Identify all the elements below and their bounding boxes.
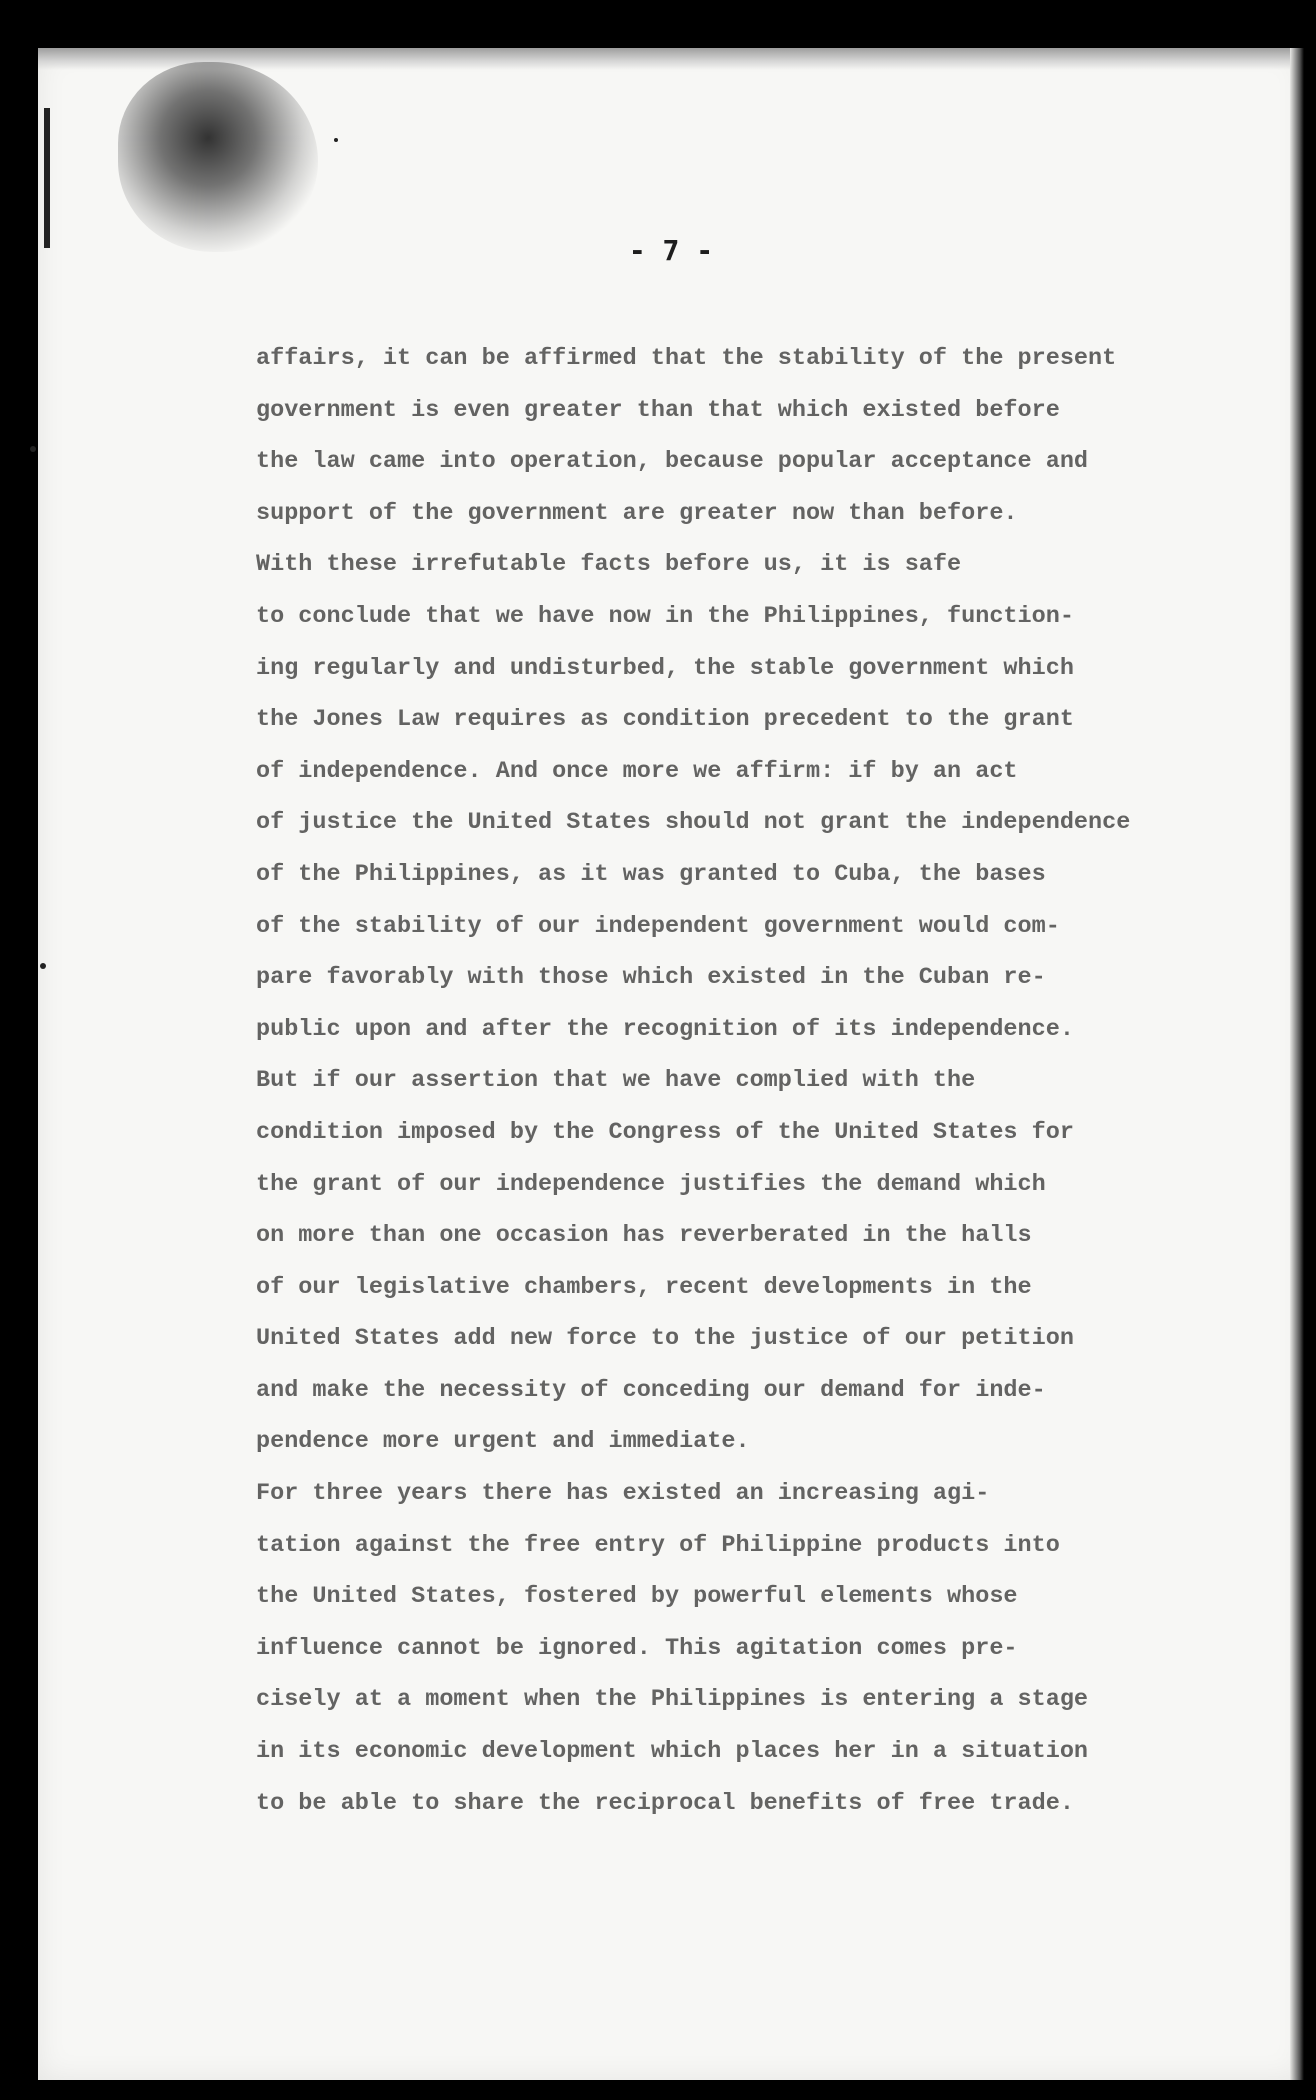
text-line: United States add new force to the justice of our petition <box>256 1325 1074 1353</box>
text-line: pare favorably with those which existed in the Cuban re- <box>256 964 1046 992</box>
text-line: of justice the United States should not grant the independence <box>256 809 1131 837</box>
text-line: public upon and after the recognition of its independence. <box>256 1015 1074 1043</box>
text-line: of the Philippines, as it was granted to Cuba, the bases <box>256 860 1046 888</box>
text-line: condition imposed by the Congress of the United States for <box>256 1118 1074 1146</box>
text-line: cisely at a moment when the Philippines is entering a stage <box>256 1686 1089 1714</box>
page-number: - 7 - <box>628 234 714 267</box>
text-line: With these irrefutable facts before us, it is safe <box>256 551 962 579</box>
text-line: and make the necessity of conceding our demand for inde- <box>256 1376 1046 1404</box>
scan-edge-mark <box>44 108 50 248</box>
text-line: of independence. And once more we affirm: if by an act <box>256 757 1018 785</box>
scan-speck <box>334 138 338 142</box>
text-line: pendence more urgent and immediate. <box>256 1428 750 1456</box>
scan-speck <box>40 963 46 969</box>
body-text <box>256 333 1276 1829</box>
text-line: affairs, it can be affirmed that the stability of the present <box>256 345 1117 372</box>
text-line: the Jones Law requires as condition precedent to the grant <box>256 706 1074 734</box>
text-line: influence cannot be ignored. This agitation comes pre- <box>256 1634 1018 1662</box>
document-page <box>38 48 1304 2080</box>
text-line: to be able to share the reciprocal benefits of free trade. <box>256 1789 1074 1817</box>
text-line: the law came into operation, because popular acceptance and <box>256 448 1089 476</box>
text-line: on more than one occasion has reverberated in the halls <box>256 1222 1032 1250</box>
text-line: For three years there has existed an increasing agi- <box>256 1480 990 1508</box>
text-line: the grant of our independence justifies the demand which <box>256 1170 1046 1198</box>
scan-right-edge <box>1290 48 1304 2080</box>
text-line: of the stability of our independent government would com- <box>256 912 1060 940</box>
text-line: of our legislative chambers, recent developments in the <box>256 1273 1032 1301</box>
text-line: the United States, fostered by powerful elements whose <box>256 1583 1018 1611</box>
text-line: tation against the free entry of Philippine products into <box>256 1531 1060 1559</box>
text-line: But if our assertion that we have complied with the <box>256 1067 976 1095</box>
text-line: to conclude that we have now in the Philippines, function- <box>256 602 1074 630</box>
text-line: support of the government are greater now than before. <box>256 499 1018 527</box>
text-line: government is even greater than that which existed before <box>256 396 1060 424</box>
text-line: ing regularly and undisturbed, the stable government which <box>256 654 1074 682</box>
text-line: in its economic development which places her in a situation <box>256 1738 1089 1766</box>
scan-speck <box>30 446 36 452</box>
ink-blot <box>118 62 318 252</box>
